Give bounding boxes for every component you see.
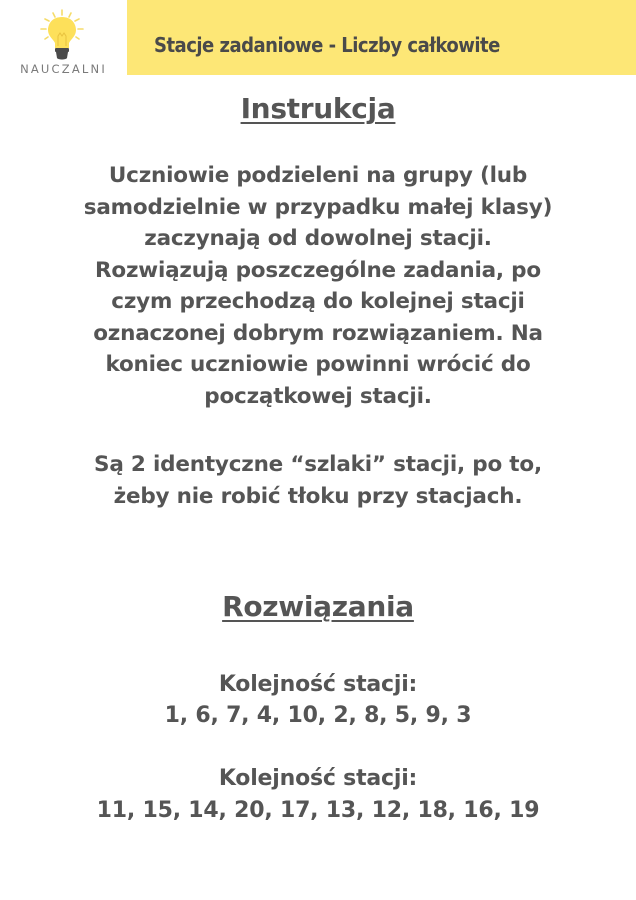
paragraph-line: czym przechodzą do kolejnej stacji	[111, 289, 525, 314]
instruction-heading: Instrukcja	[240, 92, 396, 125]
solutions-heading: Rozwiązania	[222, 590, 414, 623]
page-title: Stacje zadaniowe - Liczby całkowite	[154, 32, 500, 57]
paragraph-line: samodzielnie w przypadku małej klasy)	[83, 194, 553, 220]
sequence-label-2: Kolejność stacji:	[218, 766, 418, 791]
sequence-values-1: 1, 6, 7, 4, 10, 2, 8, 5, 9, 3	[164, 703, 472, 728]
lightbulb-icon	[36, 8, 92, 62]
paragraph-line: Rozwiązują poszczególne zadania, po	[95, 257, 541, 283]
instruction-paragraph	[0, 160, 636, 412]
paragraph-line: oznaczonej dobrym rozwiązaniem. Na	[93, 320, 543, 346]
paragraph-line: zaczynają od dowolnej stacji.	[144, 226, 492, 251]
logo-text: NAUCZALNI	[20, 62, 107, 76]
sequence-label-1: Kolejność stacji:	[218, 672, 418, 697]
logo	[0, 0, 127, 82]
sequence-values-2: 11, 15, 14, 20, 17, 13, 12, 18, 16, 19	[96, 798, 540, 823]
paragraph-line: Są 2 identyczne “szlaki” stacji, po to,	[94, 452, 542, 477]
paragraph-line: Uczniowie podzieleni na grupy (lub	[108, 163, 528, 188]
paragraph-line: początkowej stacji.	[204, 383, 432, 409]
paragraph-line: żeby nie robić tłoku przy stacjach.	[113, 483, 523, 509]
paragraph-line: koniec uczniowie powinni wrócić do	[105, 352, 531, 377]
trails-note-paragraph	[0, 449, 636, 512]
header-banner	[127, 0, 636, 75]
